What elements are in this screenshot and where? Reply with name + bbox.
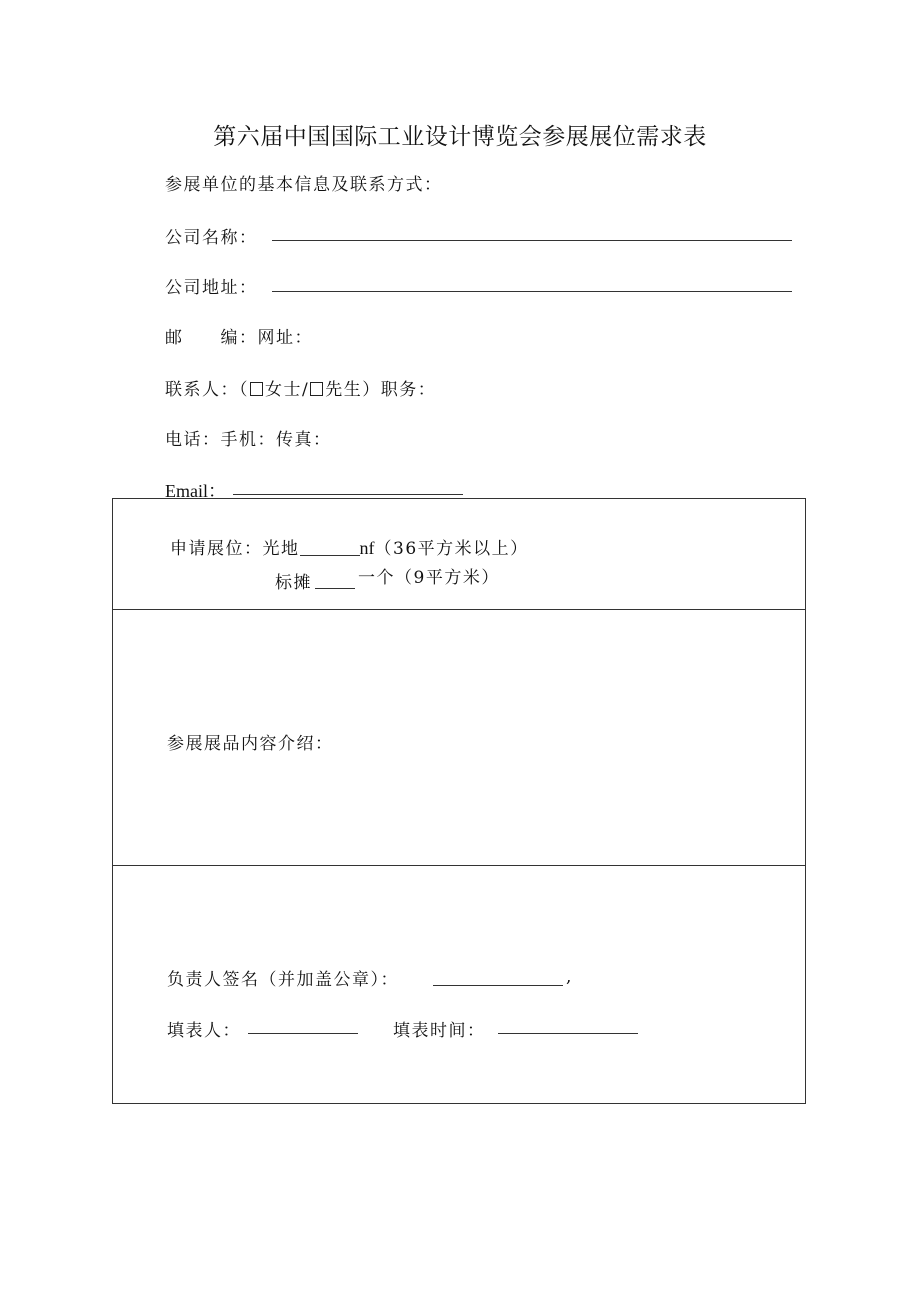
contact-row [165, 375, 436, 400]
intro-text: 参展单位的基本信息及联系方式： [165, 175, 443, 195]
company-address-field[interactable] [272, 291, 792, 292]
raw-space-field[interactable] [300, 541, 360, 556]
standard-booth-field[interactable] [315, 570, 355, 589]
signer-field[interactable] [433, 985, 563, 986]
fax-label: 传真： [276, 430, 332, 450]
mr-checkbox[interactable] [310, 382, 323, 396]
raw-space-unit: nf [359, 538, 375, 558]
standard-booth-label: 标摊 [275, 573, 312, 593]
position-label: 职务： [380, 380, 437, 400]
exhibits-label: 参展展品内容介绍： [167, 734, 334, 754]
phone-row [165, 425, 332, 450]
standard-booth-row [275, 563, 500, 593]
table-divider-1 [112, 609, 806, 610]
filler-field[interactable] [248, 1033, 358, 1034]
raw-space-note: （36平方米以上） [374, 539, 529, 559]
booth-apply-row [170, 534, 529, 559]
phone-label: 电话： [165, 430, 221, 450]
table-divider-2 [112, 865, 806, 866]
email-label: Email： [165, 481, 226, 501]
ms-checkbox[interactable] [250, 382, 263, 396]
raw-space-label: 光地 [262, 539, 300, 559]
mobile-label: 手机： [220, 430, 276, 450]
company-name-label: 公司名称： [165, 228, 258, 248]
page-title: 第六届中国国际工业设计博览会参展展位需求表 [213, 124, 707, 150]
standard-booth-unit: 一个 [358, 568, 395, 588]
fill-time-field[interactable] [498, 1033, 638, 1034]
contact-label: 联系人：（ [165, 380, 249, 400]
filler-label: 填表人： [167, 1021, 241, 1041]
signer-comma: , [566, 967, 573, 987]
signer-label: 负责人签名（并加盖公章）： [167, 970, 399, 990]
fill-time-label: 填表时间： [393, 1021, 486, 1041]
email-field[interactable] [233, 494, 463, 495]
ms-option: 女士/ [265, 380, 310, 400]
booth-apply-label: 申请展位： [170, 539, 263, 559]
postcode-label: 邮 编：网址： [165, 328, 313, 348]
website-label: 网址： [257, 328, 313, 348]
company-name-field[interactable] [272, 240, 792, 241]
standard-booth-note: （9平方米） [395, 568, 500, 588]
mr-option: 先生） [325, 380, 381, 400]
company-address-label: 公司地址： [165, 278, 258, 298]
